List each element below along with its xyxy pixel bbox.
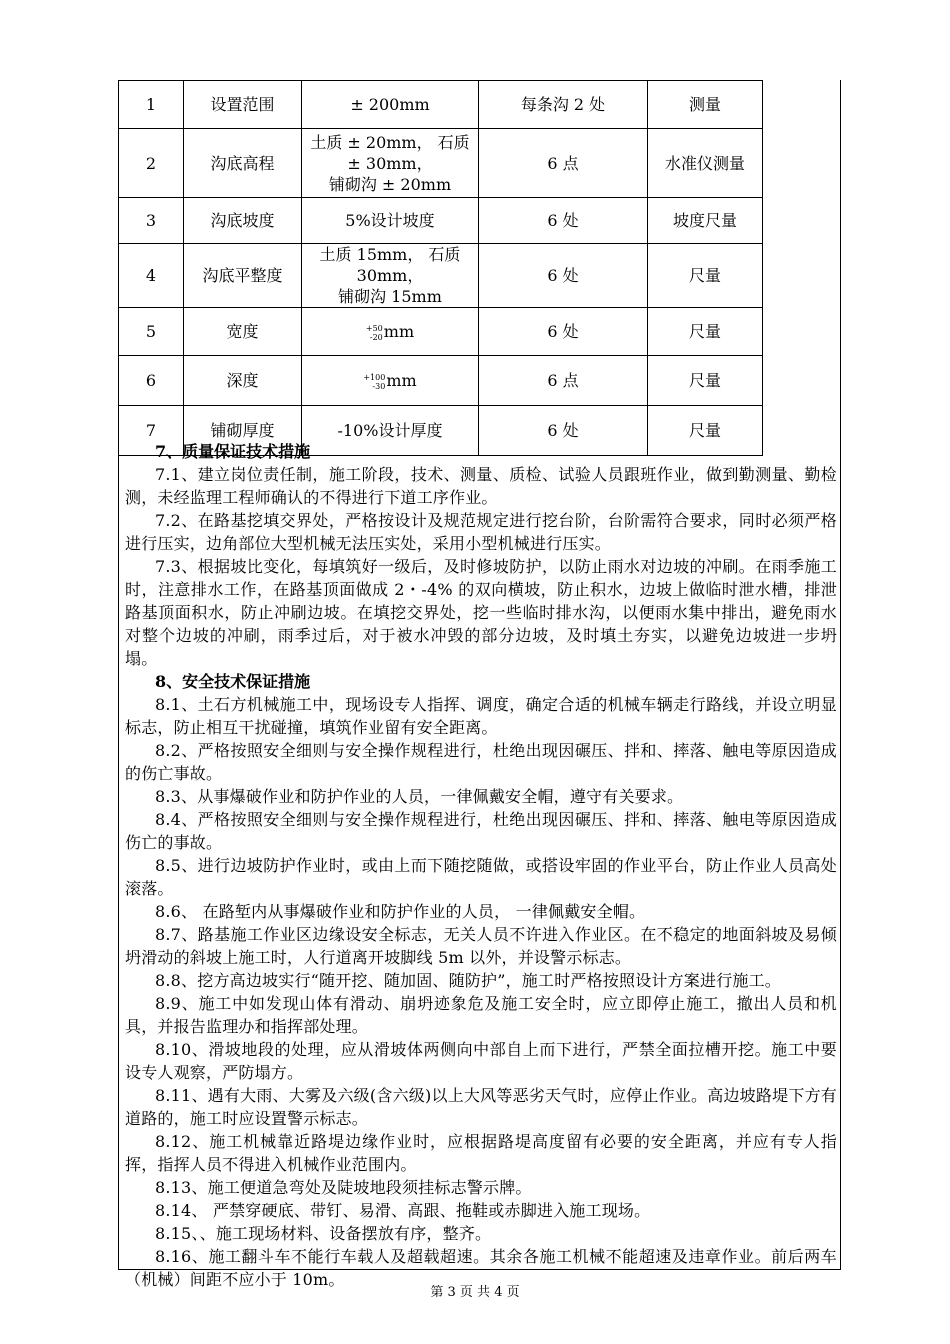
document-body	[125, 440, 837, 1291]
check-method: 尺量	[648, 308, 763, 356]
spec-line: 土质 15mm， 石质 30mm，	[319, 245, 461, 285]
check-method: 尺量	[648, 356, 763, 406]
paragraph: 8.3、从事爆破作业和防护作业的人员，一律佩戴安全帽，遵守有关要求。	[155, 787, 684, 806]
section-heading-safety: 8、安全技术保证措施	[155, 672, 311, 691]
check-item: 深度	[184, 356, 302, 406]
check-item: 沟底高程	[184, 129, 302, 198]
paragraph: 8.10、滑坡地段的处理，应从滑坡体两侧向中部自上而下进行，严禁全面拉槽开挖。施工中要设专人观察，严防塌方。	[125, 1040, 837, 1082]
paragraph: 8.8、挖方高边坡实行“随开挖、随加固、随防护”，施工时严格按照设计方案进行施工。	[155, 971, 782, 990]
tolerance-upper: +100	[363, 372, 386, 382]
allowed-deviation: ± 200mm	[302, 81, 479, 129]
check-frequency: 每条沟 2 处	[479, 81, 648, 129]
table-row	[119, 244, 763, 308]
paragraph: 8.9、施工中如发现山体有滑动、崩坍迹象危及施工安全时，应立即停止施工，撤出人员和机具，并报告监理办和指挥部处理。	[125, 994, 837, 1036]
paragraph: 7.3、根据坡比变化，每填筑好一级后，及时修坡防护，以防止雨水对边坡的冲刷。在雨季施工时，注意排水工作，在路基顶面做成 2・-4% 的双向横坡，防止积水，边坡上做临时泄水槽，排泄路基顶面积水，防止冲刷边坡。在填挖交界处，挖一些临时排水沟，以便雨水集中排出，避免雨水对整个边坡的冲刷，雨季过后，对于被水冲毁的部分边坡，及时填土夯实，以避免边坡进一步坍塌。	[125, 557, 837, 668]
allowed-deviation	[302, 308, 479, 356]
tolerance-limits	[366, 324, 383, 342]
check-frequency: 6 处	[479, 244, 648, 308]
check-item: 沟底平整度	[184, 244, 302, 308]
paragraph: 8.12、施工机械靠近路堤边缘作业时，应根据路堤高度留有必要的安全距离，并应有专人指挥，指挥人员不得进入机械作业范围内。	[125, 1132, 837, 1174]
check-method: 水准仪测量	[648, 129, 763, 198]
tolerance-lower: -30	[372, 381, 386, 391]
check-method: 尺量	[648, 244, 763, 308]
check-frequency: 6 点	[479, 129, 648, 198]
section-heading-quality: 7、质量保证技术措施	[155, 442, 311, 461]
spec-line: 铺砌沟 ± 20mm	[328, 174, 452, 194]
allowed-deviation	[302, 129, 479, 198]
allowed-deviation	[302, 356, 479, 406]
row-number: 6	[119, 356, 184, 406]
page-footer: 第 3 页 共 4 页	[430, 1285, 520, 1300]
paragraph: 8.5、进行边坡防护作业时，或由上而下随挖随做，或搭设牢固的作业平台，防止作业人员高处滚落。	[125, 856, 837, 898]
spec-line: 铺砌沟 15mm	[338, 287, 442, 306]
paragraph: 8.4、严格按照安全细则与安全操作规程进行，杜绝出现因碾压、拌和、摔落、触电等原因造成伤亡的事故。	[125, 810, 837, 852]
row-number: 3	[119, 198, 184, 244]
tolerance-unit: mm	[386, 371, 417, 390]
check-frequency: 6 处	[479, 198, 648, 244]
tolerance-lower: -20	[369, 332, 383, 342]
row-number: 5	[119, 308, 184, 356]
table-row	[119, 198, 763, 244]
paragraph: 8.14、 严禁穿硬底、带钉、易滑、高跟、拖鞋或赤脚进入施工现场。	[155, 1201, 651, 1220]
row-number: 1	[119, 81, 184, 129]
check-item: 设置范围	[184, 81, 302, 129]
paragraph: 8.15、、施工现场材料、设备摆放有序，整齐。	[155, 1224, 492, 1243]
check-frequency: 6 点	[479, 356, 648, 406]
spec-line: ± 30mm，	[347, 153, 433, 173]
check-frequency: 6 处	[479, 406, 648, 456]
tolerance-limits	[363, 373, 385, 391]
paragraph: 8.2、严格按照安全细则与安全操作规程进行，杜绝出现因碾压、拌和、摔落、触电等原因造成的伤亡事故。	[125, 741, 837, 783]
check-method: 坡度尺量	[648, 198, 763, 244]
table-row	[119, 308, 763, 356]
check-method: 测量	[648, 81, 763, 129]
check-method: 尺量	[648, 406, 763, 456]
tolerance-unit: mm	[383, 322, 415, 341]
paragraph: 8.13、施工便道急弯处及陡坡地段须挂标志警示牌。	[155, 1178, 532, 1197]
row-number: 7	[119, 406, 184, 456]
allowed-deviation: -10%设计厚度	[302, 406, 479, 456]
check-item: 铺砌厚度	[184, 406, 302, 456]
allowed-deviation	[302, 244, 479, 308]
table-row	[119, 129, 763, 198]
paragraph: 7.1、建立岗位责任制，施工阶段，技术、测量、质检、试验人员跟班作业，做到勤测量、勤检测，未经监理工程师确认的不得进行下道工序作业。	[125, 465, 837, 507]
paragraph: 8.6、 在路堑内从事爆破作业和防护作业的人员， 一律佩戴安全帽。	[155, 902, 646, 921]
paragraph: 7.2、在路基挖填交界处，严格按设计及规范规定进行挖台阶，台阶需符合要求，同时必须严格进行压实，边角部位大型机械无法压实处，采用小型机械进行压实。	[125, 511, 837, 553]
row-number: 4	[119, 244, 184, 308]
table-row	[119, 81, 763, 129]
tolerance-upper: +50	[365, 323, 383, 333]
check-frequency: 6 处	[479, 308, 648, 356]
paragraph: 8.7、路基施工作业区边缘设安全标志，无关人员不许进入作业区。在不稳定的地面斜坡及易倾坍滑动的斜坡上施工时，人行道离开坡脚线 5m 以外，并设警示标志。	[125, 925, 837, 967]
paragraph: 8.16、施工翻斗车不能行车载人及超载超速。其余各施工机械不能超速及违章作业。前后两车（机械）间距不应小于 10m。	[125, 1247, 837, 1289]
allowed-deviation: 5%设计坡度	[302, 198, 479, 244]
table-row	[119, 356, 763, 406]
paragraph: 8.11、遇有大雨、大雾及六级(含六级)以上大风等恶劣天气时，应停止作业。高边坡路堤下方有道路的，施工时应设置警示标志。	[125, 1086, 837, 1128]
spec-line: 土质 ± 20mm， 石质	[310, 132, 470, 152]
row-number: 2	[119, 129, 184, 198]
paragraph: 8.1、土石方机械施工中，现场设专人指挥、调度，确定合适的机械车辆走行路线，并设立明显标志，防止相互干扰碰撞，填筑作业留有安全距离。	[125, 695, 837, 737]
check-item: 沟底坡度	[184, 198, 302, 244]
inspection-table	[118, 80, 763, 456]
check-item: 宽度	[184, 308, 302, 356]
